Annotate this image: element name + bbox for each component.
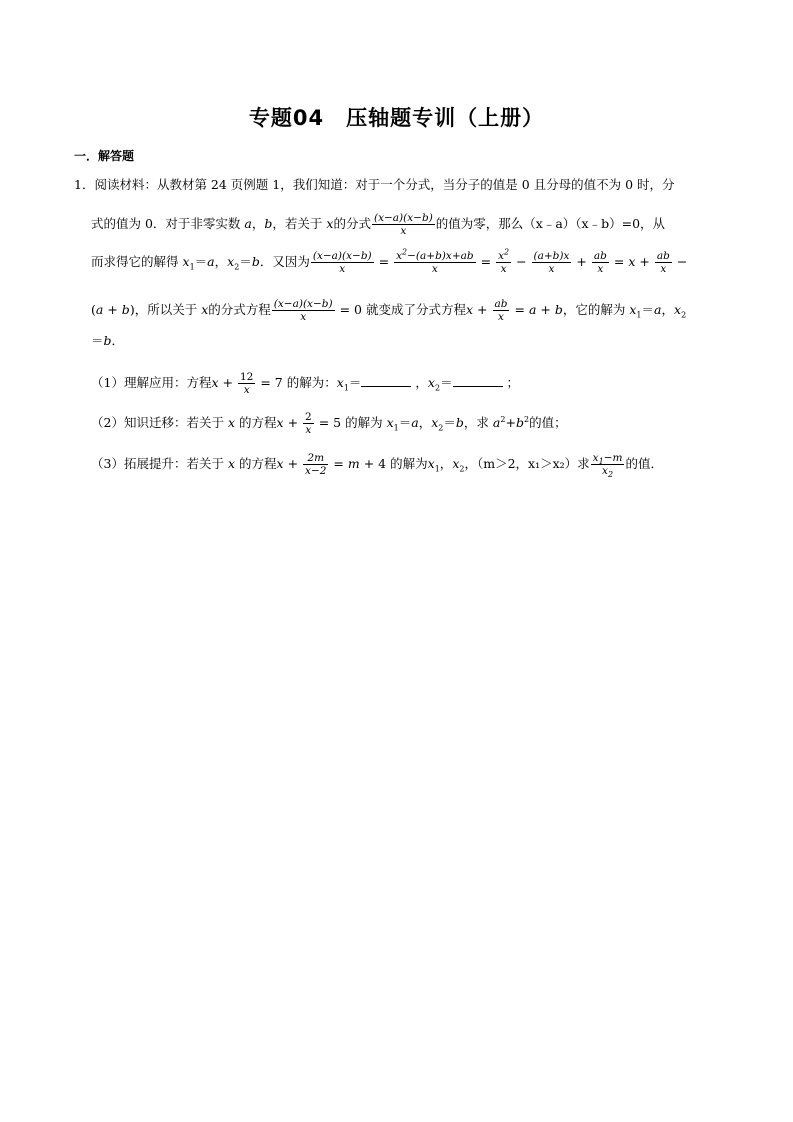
line3-text-b: ．又因为 (259, 254, 310, 269)
fraction-expansion-2: $\frac{x^2-(a+b)x+ab}{x}$ (396, 247, 474, 275)
fraction-2-over-x: $\frac{2}{x}$ (305, 411, 312, 436)
line2-text-c: 的分式 (333, 216, 371, 231)
question-1: （1）理解应用：方程x + $\frac{12}{x}$ = 7 的解为：$x_1=$ ，$x_2=$ ； (91, 371, 520, 396)
problem-number: 1． (74, 177, 95, 192)
line4-text-d: ，它的解为 (562, 302, 626, 317)
fraction-ab-over-x-3: $\frac{ab}{x}$ (494, 298, 508, 323)
q2-tail: ，求 (463, 415, 489, 430)
q2-tail-2: 的值； (529, 415, 567, 430)
question-2: （2）知识迁移：若关于 x 的方程x + $\frac{2}{x}$ = 5 的解为 $x_1=a$，$x_2=b$，求 $a^2+b^2$的值； (91, 411, 567, 436)
q3-condition: （m＞2，x₁＞x₂）求 (476, 456, 590, 471)
var-a-b: a (244, 216, 252, 231)
fraction-abx-over-x: $\frac{(a+b)x}{x}$ (533, 250, 570, 275)
fraction-ab-over-x: $\frac{ab}{x}$ (593, 250, 607, 275)
q2-text: 的方程 (239, 415, 277, 430)
fraction-12-over-x: $\frac{12}{x}$ (239, 371, 254, 396)
fraction-expansion-1: $\frac{(x-a)(x-b)}{x}$ (312, 250, 372, 275)
answer-blank-x2[interactable] (453, 374, 503, 387)
line4-text-b: 的分式方程 (208, 302, 271, 317)
question-3: （3）拓展提升：若关于 x 的方程x + $\frac{2m}{x-2}$ = m + 4 的解为$x_1$，$x_2$，（m＞2，x₁＞x₂）求 $\frac{x_1-m}{x_2}$ 的值． (91, 452, 663, 480)
line2-text-d: 的值为零，那么（x﹣a）（x﹣b）=0，从 (435, 216, 666, 231)
line3-text-a: 而求得它的解得 (91, 254, 179, 269)
line2-text-b: ，若关于 (272, 216, 323, 231)
problem-line-5: ＝b． (91, 333, 125, 348)
q3-text: 的方程 (239, 456, 277, 471)
q1-text: 的解为： (286, 375, 337, 390)
line4-text-a: ，所以关于 (134, 302, 198, 317)
line4-text-c: 就变成了分式方程 (365, 302, 466, 317)
q2-label: （2）知识迁移：若关于 (91, 415, 224, 430)
problem-line-1 (74, 177, 675, 193)
problem-line-2: 式的值为 0．对于非零实数 a，b，若关于 x的分式 $\frac{(x-a)(x-b)}{x}$ 的值为零，那么（x﹣a）（x﹣b）=0，从 (91, 212, 666, 237)
fraction-equation: $\frac{(x-a)(x-b)}{x}$ (273, 298, 333, 323)
line2-text-a: 式的值为 0．对于非零实数 (91, 216, 241, 231)
q3-tail: 的值． (625, 456, 663, 471)
q2-text-end: 的解为 (345, 415, 383, 430)
problem-line-4: (a + b)，所以关于 x的分式方程 $\frac{(x-a)(x-b)}{x}$ = 0 就变成了分式方程x + $\frac{ab}{x}$ = a + b，它的解为 $x_1=a$，$x_2$ (91, 298, 687, 323)
q3-label: （3）拓展提升：若关于 (91, 456, 224, 471)
q3-text-end: 的解为 (390, 456, 428, 471)
section-heading: 一．解答题 (74, 149, 135, 163)
problem-intro-text: 阅读材料：从教材第 24 页例题 1，我们知道：对于一个分式，当分子的值是 0 且分母的值不为 0 时，分 (94, 177, 675, 192)
fraction-x1-minus-m-over-x2: $\frac{x_1-m}{x_2}$ (592, 452, 623, 480)
page-title: 专题04 压轴题专训（上册） (248, 106, 545, 130)
problem-line-3: 而求得它的解得 $x_1=a$，$x_2=b$．又因为 $\frac{(x-a)(x-b)}{x}$ = $\frac{x^2-(a+b)x+ab}{x}$ = $\frac{x^2}{x}$ − $\frac{(a+b)x}{x}$ + $\frac{ab}{x}$ = x + $\frac{ab}{x}$ − (91, 247, 688, 275)
fraction-xa-xb-over-x: $\frac{(x-a)(x-b)}{x}$ (373, 212, 433, 237)
fraction-ab-over-x-2: $\frac{ab}{x}$ (656, 250, 670, 275)
q1-label: （1）理解应用：方程 (91, 375, 212, 390)
fraction-2m-over-x-minus-2: $\frac{2m}{x-2}$ (305, 452, 327, 477)
answer-blank-x1[interactable] (361, 374, 411, 387)
fraction-x2-over-x: $\frac{x^2}{x}$ (498, 247, 510, 275)
